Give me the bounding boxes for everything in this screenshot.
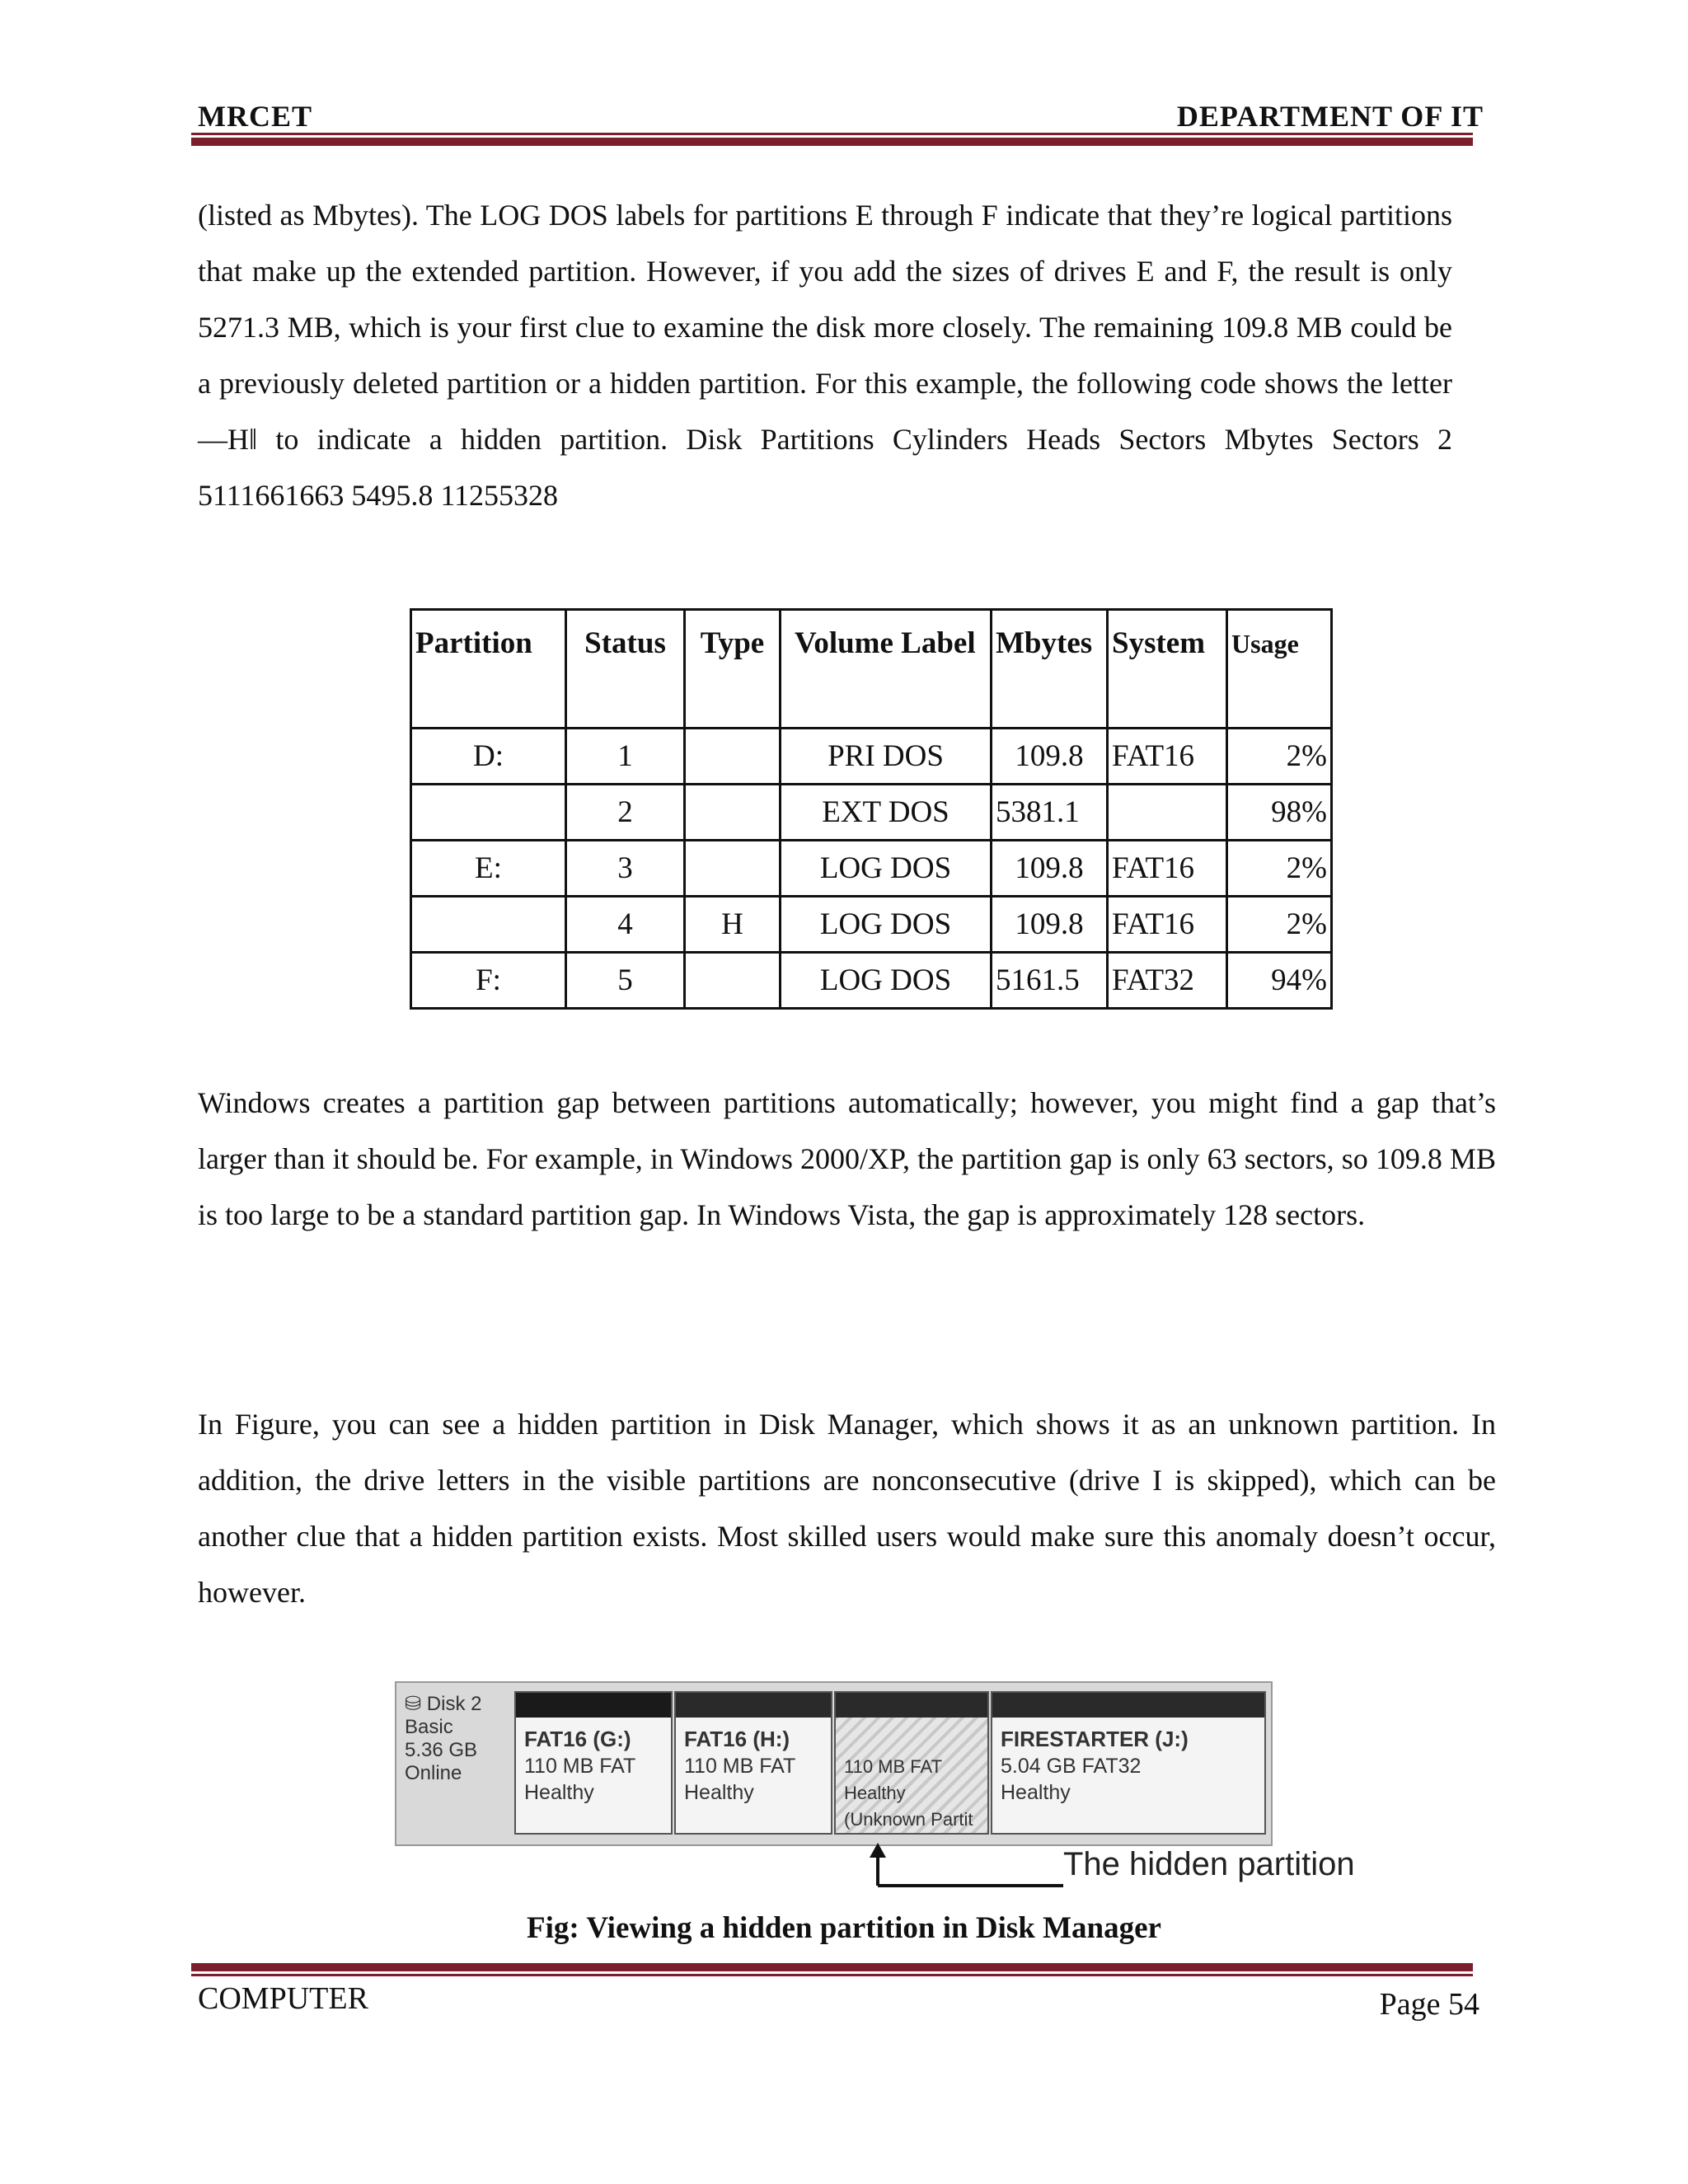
cell-volume-label: PRI DOS [781, 729, 992, 785]
cell-volume-label: LOG DOS [781, 897, 992, 953]
callout-arrow-icon [857, 1843, 1071, 1900]
cell-system: FAT16 [1108, 841, 1227, 897]
paragraph-hidden-partition: In Figure, you can see a hidden partition in Disk Manager, which shows it as an unknown partition. In addition, the drive letters in the visible partitions are nonconsecutive (drive I is skipped), which can be another clue that a hidden partition exists. Most skilled users would make sure this anomaly doesn’t occur, however. [198, 1408, 1496, 1609]
disk-status: Online [405, 1762, 462, 1784]
partition-title: FAT16 (H:) [684, 1727, 790, 1751]
partition-bar [836, 1693, 987, 1718]
table-header-row [411, 610, 1332, 729]
partition-pane-hidden[interactable] [834, 1691, 989, 1835]
partition-table [410, 608, 1333, 1010]
col-volume-label: Volume Label [781, 610, 992, 729]
col-mbytes: Mbytes [992, 610, 1108, 729]
footer-rule-thick [191, 1963, 1473, 1971]
cell-partition: D: [411, 729, 566, 785]
cell-status: 2 [566, 785, 685, 841]
disk-type: Basic [405, 1716, 453, 1738]
disk-name-label: Disk 2 [426, 1693, 482, 1715]
table-row [411, 953, 1332, 1009]
col-usage-label: Usage [1231, 629, 1299, 658]
cell-volume-label: LOG DOS [781, 953, 992, 1009]
cell-usage: 2% [1227, 841, 1332, 897]
col-partition: Partition [411, 610, 566, 729]
partition-bar [676, 1693, 831, 1718]
col-type: Type [685, 610, 781, 729]
partition-state: Healthy [684, 1781, 754, 1804]
partition-pane-h[interactable] [674, 1691, 832, 1835]
cell-mbytes: 5161.5 [992, 953, 1108, 1009]
figure-caption: Fig: Viewing a hidden partition in Disk Manager [527, 1911, 1161, 1945]
disk-size: 5.36 GB [405, 1739, 478, 1761]
col-system: System [1108, 610, 1227, 729]
cell-status: 1 [566, 729, 685, 785]
cell-status: 3 [566, 841, 685, 897]
partition-bar [992, 1693, 1264, 1718]
cell-status: 5 [566, 953, 685, 1009]
cell-mbytes: 109.8 [992, 897, 1108, 953]
partition-state: Healthy (Unknown Partit [844, 1783, 973, 1830]
cell-type [685, 953, 781, 1009]
partition-state: Healthy [1001, 1781, 1071, 1804]
cell-usage: 2% [1227, 897, 1332, 953]
cell-volume-label: LOG DOS [781, 841, 992, 897]
cell-system [1108, 785, 1227, 841]
cell-type: H [685, 897, 781, 953]
disk-name [405, 1693, 504, 1716]
table-row [411, 841, 1332, 897]
partition-title: FIRESTARTER (J:) [1001, 1727, 1189, 1751]
cell-mbytes: 109.8 [992, 841, 1108, 897]
cell-mbytes: 109.8 [992, 729, 1108, 785]
paragraph-partition-gap: Windows creates a partition gap between partitions automatically; however, you might find a gap that’s larger than it should be. For example, in Windows 2000/XP, the partition gap is only 63 sectors, so 109.8 MB is too large to be a standard partition gap. In Windows Vista, the gap is approximately 128 sectors. [198, 1086, 1496, 1231]
table-row [411, 729, 1332, 785]
cell-status: 4 [566, 897, 685, 953]
header-right: DEPARTMENT OF IT [1176, 100, 1484, 133]
partition-pane-g[interactable] [514, 1691, 673, 1835]
cell-system: FAT16 [1108, 897, 1227, 953]
footer-left: COMPUTER [198, 1981, 368, 2016]
cell-partition [411, 785, 566, 841]
footer-rule-thin [191, 1974, 1473, 1976]
cell-type [685, 841, 781, 897]
partition-bar [516, 1693, 671, 1718]
cell-partition: E: [411, 841, 566, 897]
cell-partition: F: [411, 953, 566, 1009]
partition-title: FAT16 (G:) [524, 1727, 631, 1751]
disk-manager-figure [395, 1681, 1273, 1846]
cell-type [685, 729, 781, 785]
partition-size: 110 MB FAT [844, 1756, 943, 1777]
partition-pane-j[interactable] [991, 1691, 1266, 1835]
paragraph-intro: (listed as Mbytes). The LOG DOS labels for partitions E through F indicate that they’re logical partitions that make up the extended partition. However, if you add the sizes of drives E and F, the result is only 5271.3 MB, which is your first clue to examine the disk more closely. The remaining 109.8 MB could be a previously deleted partition or a hidden partition. For this example, the following code shows the letter ―H‖ to indicate a hidden partition. Disk Partitions Cylinders Heads Sectors Mbytes Sectors 2 5111661663 5495.8 11255328 [198, 199, 1452, 512]
page-number: Page 54 [1379, 1987, 1479, 2022]
col-usage [1227, 610, 1332, 729]
col-status: Status [566, 610, 685, 729]
table-row [411, 897, 1332, 953]
partition-size: 110 MB FAT [684, 1755, 796, 1778]
cell-partition [411, 897, 566, 953]
cell-system: FAT16 [1108, 729, 1227, 785]
cell-system: FAT32 [1108, 953, 1227, 1009]
header-rule-thick [191, 138, 1473, 146]
header-left: MRCET [198, 100, 312, 133]
disk-icon: ⛁ [405, 1693, 422, 1715]
cell-usage: 94% [1227, 953, 1332, 1009]
partition-state: Healthy [524, 1781, 594, 1804]
partition-size: 110 MB FAT [524, 1755, 636, 1778]
header-rule-thin [191, 133, 1473, 135]
cell-mbytes: 5381.1 [992, 785, 1108, 841]
cell-type [685, 785, 781, 841]
partition-size: 5.04 GB FAT32 [1001, 1755, 1142, 1778]
disk-info [405, 1693, 504, 1785]
callout-label: The hidden partition [1063, 1846, 1355, 1882]
cell-usage: 2% [1227, 729, 1332, 785]
cell-usage: 98% [1227, 785, 1332, 841]
table-row [411, 785, 1332, 841]
cell-volume-label: EXT DOS [781, 785, 992, 841]
